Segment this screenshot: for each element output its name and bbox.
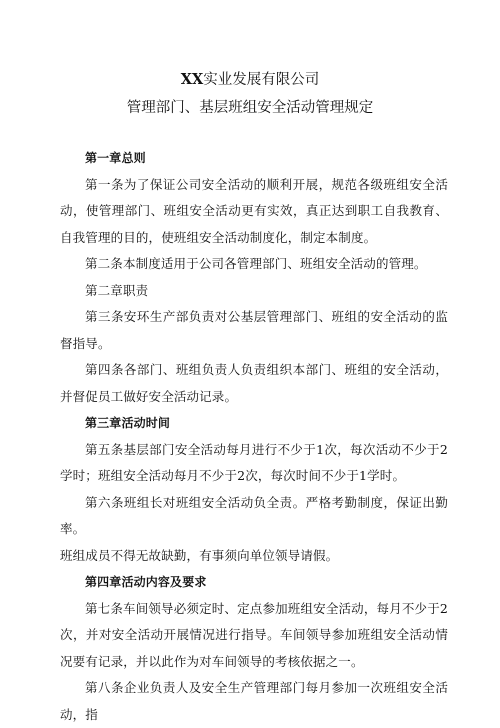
company-name-rest: 实业发展有限公司 [203, 72, 320, 88]
article-paragraph: 第七条车间领导必须定时、定点参加班组安全活动，每月不少于2次，并对安全活动开展情况进行指导。车间领导参加班组安全活动情况要有记录，并以此作为对车间领导的考核依据之一。 [60, 600, 448, 669]
document-title: 管理部门、基层班组安全活动管理规定 [126, 100, 374, 116]
article-paragraph: 第五条基层部门安全活动每月进行不少于1次，每次活动不少于2学时；班组安全活动每月不少于2次，每次时间不少于1学时。 [60, 441, 448, 483]
company-name-prefix: XX [180, 71, 204, 88]
chapter-heading: 第三章活动时间 [85, 416, 171, 430]
article-paragraph: 第八条企业负责人及安全生产管理部门每月参加一次班组安全活动，指 [60, 680, 448, 722]
continuation-paragraph: 班组成员不得无故缺勤，有事须向单位领导请假。 [60, 547, 339, 563]
article-paragraph: 第六条班组长对班组安全活动负全责。严格考勤制度，保证出勤率。 [60, 494, 448, 536]
article-paragraph: 第一条为了保证公司安全活动的顺利开展，规范各级班组安全活动，使管理部门、班组安全活动更有实效，真正达到职工自我教育、自我管理的目的，使班组安全活动制度化，制定本制度。 [60, 176, 448, 245]
chapter-heading: 第一章总则 [85, 151, 146, 165]
company-name [0, 70, 500, 90]
document-body [60, 145, 448, 728]
chapter-heading-plain: 第二章职责 [85, 282, 149, 298]
article-paragraph: 第三条安环生产部负责对公基层管理部门、班组的安全活动的监督指导。 [60, 309, 448, 351]
article-paragraph: 第四条各部门、班组负责人负责组织本部门、班组的安全活动，并督促员工做好安全活动记录。 [60, 362, 448, 404]
article-paragraph: 第二条本制度适用于公司各管理部门、班组安全活动的管理。 [85, 256, 427, 271]
chapter-heading: 第四章活动内容及要求 [85, 575, 207, 589]
